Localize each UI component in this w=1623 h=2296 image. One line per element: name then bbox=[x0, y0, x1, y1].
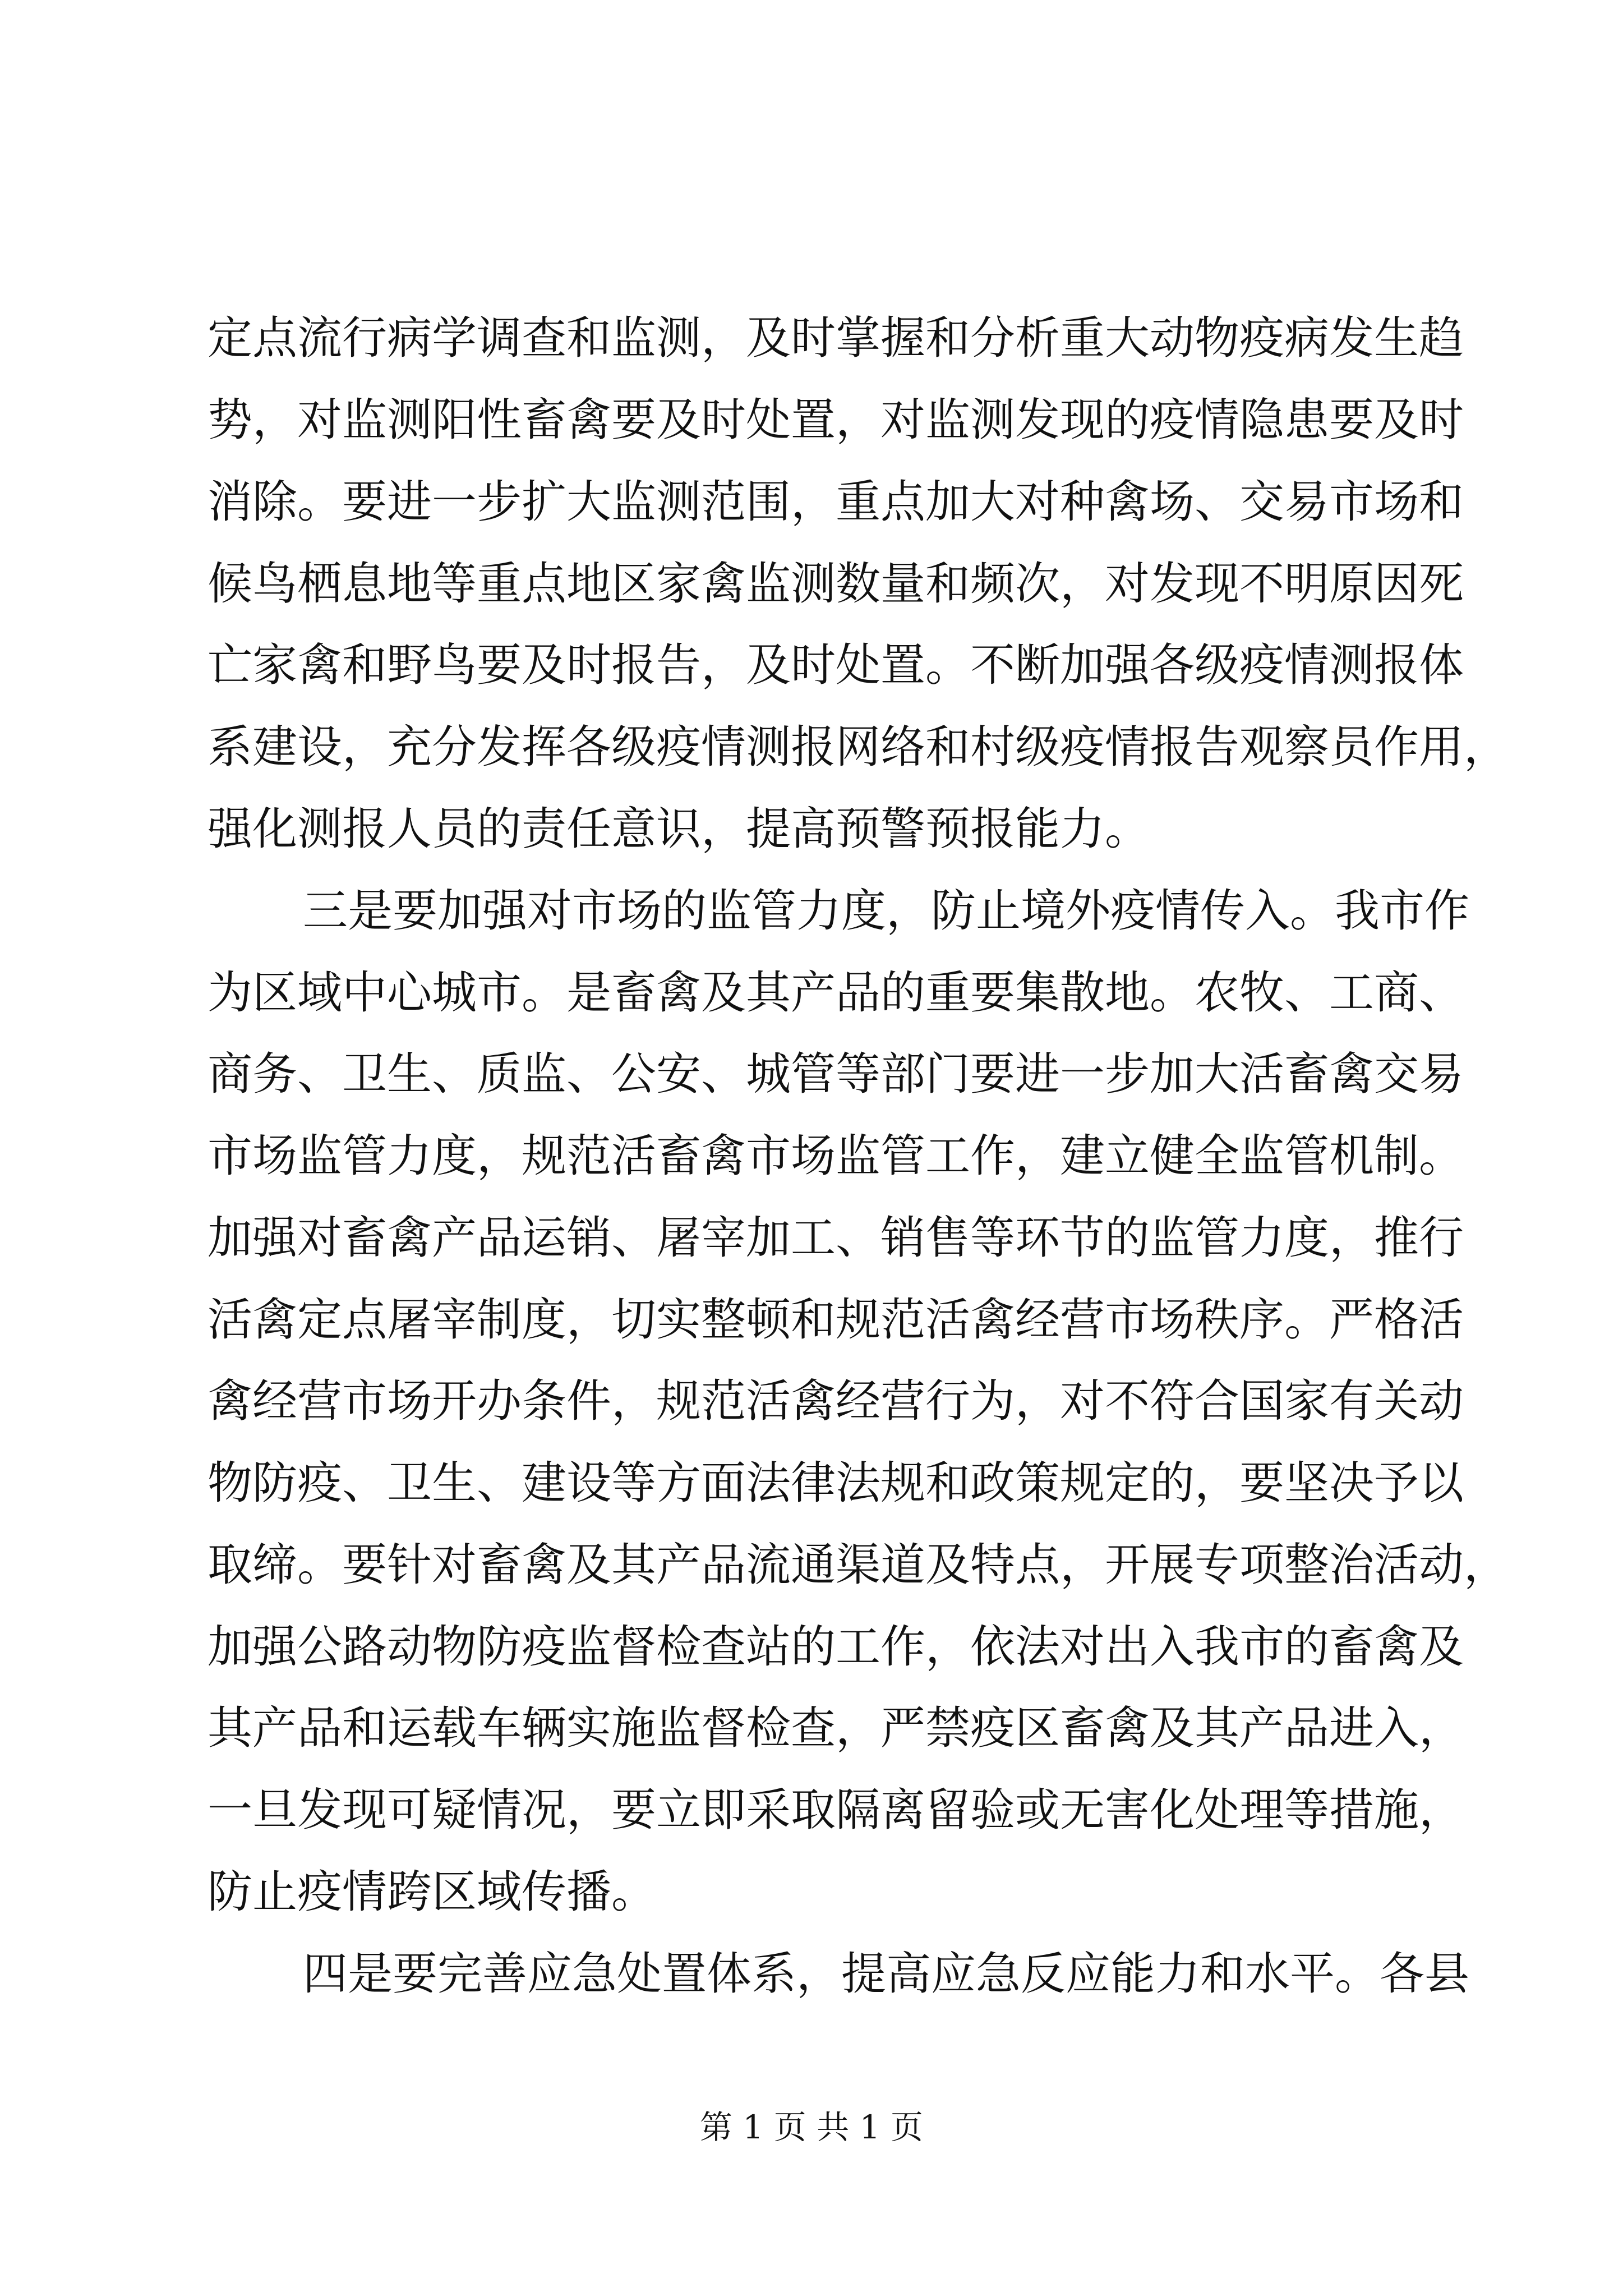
text-line: 防止疫情跨区域传播。 bbox=[208, 1866, 656, 1918]
text-line: 一旦发现可疑情况，要立即采取隔离留验或无害化处理等措施， bbox=[208, 1784, 1464, 1836]
page-footer: 第 1 页 共 1 页 bbox=[700, 2108, 923, 2146]
text-line: 活禽定点屠宰制度，切实整顿和规范活禽经营市场秩序。严格活 bbox=[208, 1294, 1464, 1346]
text-line: 亡家禽和野鸟要及时报告，及时处置。不断加强各级疫情测报体 bbox=[208, 639, 1464, 691]
paragraph-start: 三是要加强对市场的监管力度，防止境外疫情传入。我市作 bbox=[303, 885, 1469, 937]
text-line: 商务、卫生、质监、公安、城管等部门要进一步加大活畜禽交易 bbox=[208, 1048, 1464, 1100]
text-line: 候鸟栖息地等重点地区家禽监测数量和频次，对发现不明原因死 bbox=[208, 558, 1464, 610]
text-line: 消除。要进一步扩大监测范围，重点加大对种禽场、交易市场和 bbox=[208, 476, 1464, 528]
text-line: 势，对监测阳性畜禽要及时处置，对监测发现的疫情隐患要及时 bbox=[208, 394, 1464, 446]
paragraph-start: 四是要完善应急处置体系，提高应急反应能力和水平。各县 bbox=[303, 1948, 1469, 2000]
text-line: 市场监管力度，规范活畜禽市场监管工作，建立健全监管机制。 bbox=[208, 1130, 1464, 1182]
text-line: 为区域中心城市。是畜禽及其产品的重要集散地。农牧、工商、 bbox=[208, 967, 1464, 1019]
text-line: 强化测报人员的责任意识，提高预警预报能力。 bbox=[208, 803, 1150, 855]
text-line: 加强对畜禽产品运销、屠宰加工、销售等环节的监管力度，推行 bbox=[208, 1212, 1464, 1264]
text-line: 取缔。要针对畜禽及其产品流通渠道及特点，开展专项整治活动， bbox=[208, 1539, 1509, 1591]
text-line: 加强公路动物防疫监督检查站的工作，依法对出入我市的畜禽及 bbox=[208, 1621, 1464, 1673]
text-line: 系建设，充分发挥各级疫情测报网络和村级疫情报告观察员作用， bbox=[208, 721, 1509, 773]
text-line: 其产品和运载车辆实施监督检查，严禁疫区畜禽及其产品进入， bbox=[208, 1702, 1464, 1754]
text-line: 物防疫、卫生、建设等方面法律法规和政策规定的，要坚决予以 bbox=[208, 1457, 1464, 1509]
text-line: 定点流行病学调查和监测，及时掌握和分析重大动物疫病发生趋 bbox=[208, 312, 1464, 364]
text-line: 禽经营市场开办条件，规范活禽经营行为，对不符合国家有关动 bbox=[208, 1375, 1464, 1427]
